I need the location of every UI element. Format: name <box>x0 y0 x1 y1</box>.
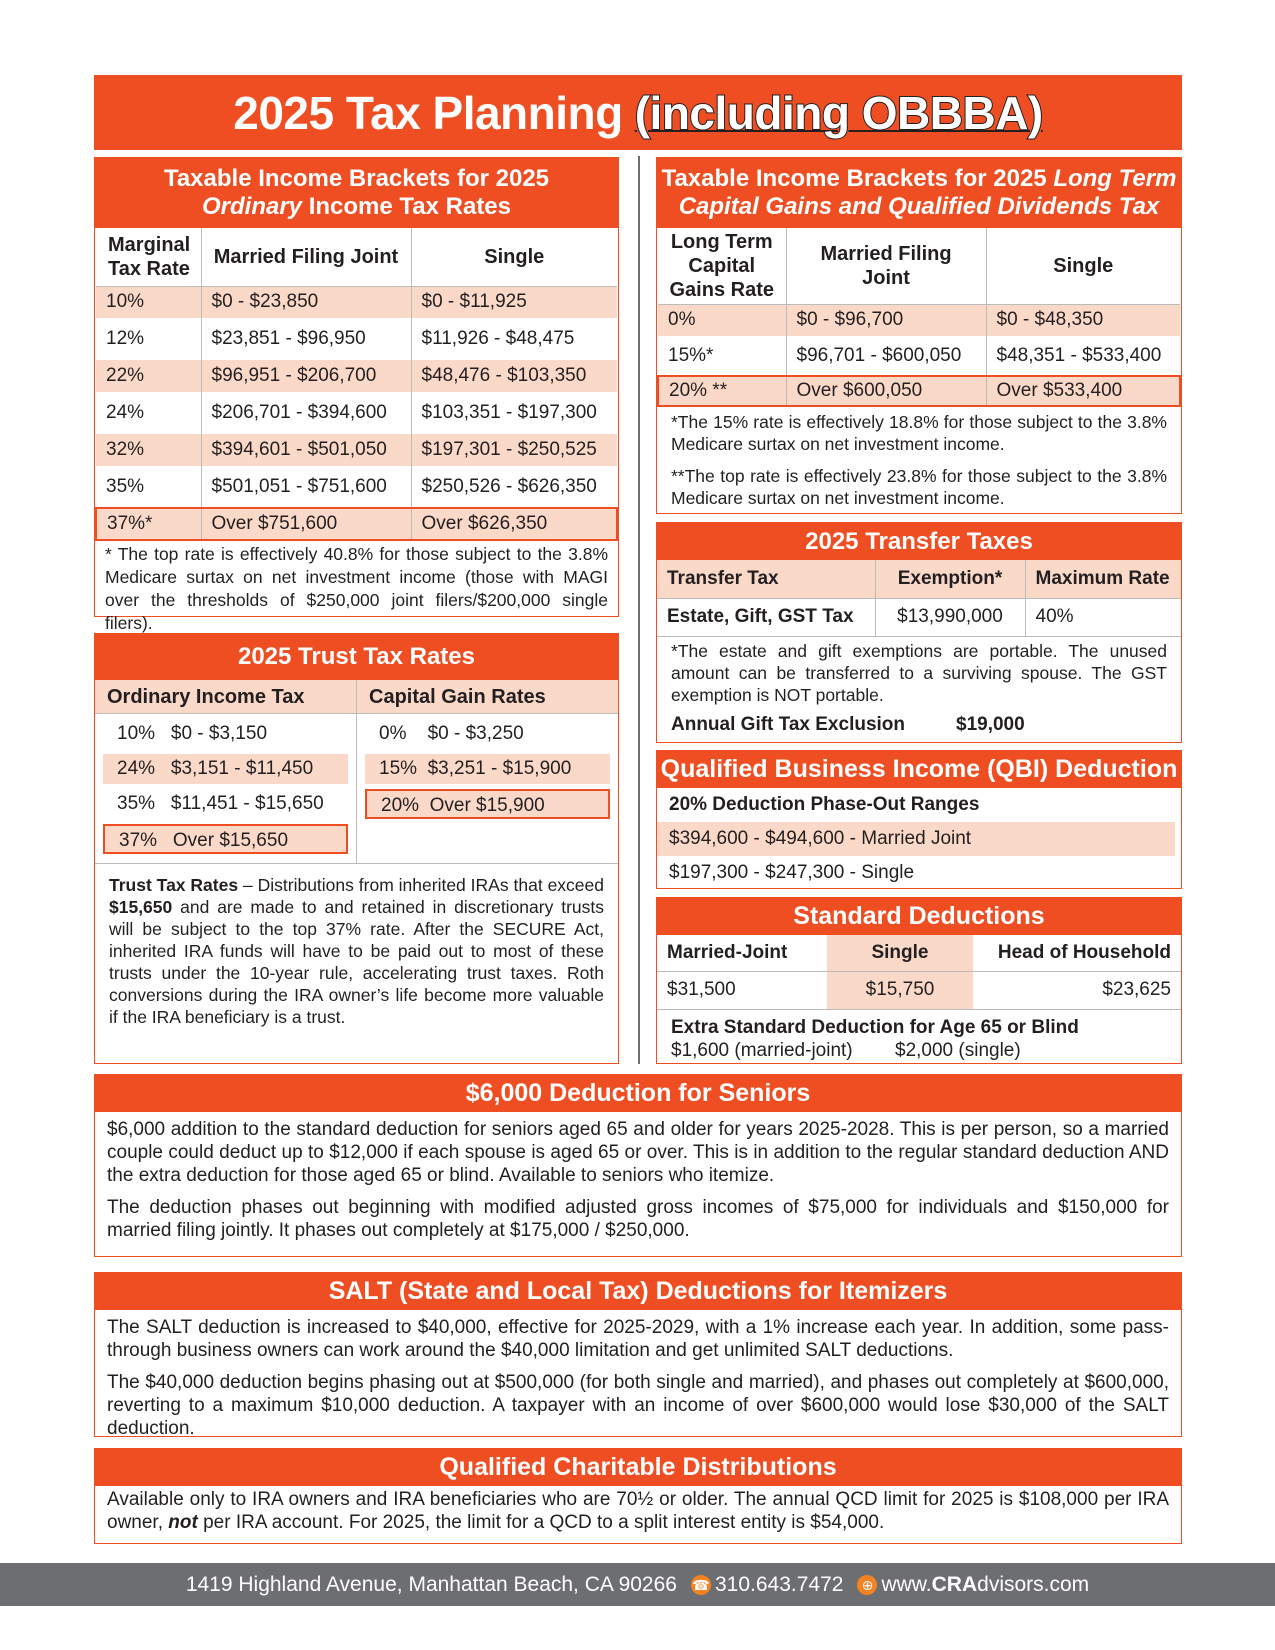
trust-range: $0 - $3,150 <box>170 723 268 744</box>
ordinary-col-joint: Married Filing Joint <box>201 228 411 286</box>
single-cell: Over $626,350 <box>411 508 617 540</box>
trust-ordinary-head: Ordinary Income Tax <box>95 680 356 714</box>
trust-note-bold: Trust Tax Rates <box>109 875 239 895</box>
transfer-col-exemption: Exemption* <box>875 560 1025 598</box>
phone-icon: ☎ <box>692 1576 710 1593</box>
rate-cell: 0% <box>658 304 786 336</box>
joint-cell: Over $751,600 <box>201 508 411 540</box>
qcd-text-a: Available only to IRA owners and IRA beneficiaries who are 70½ or older. The annual QCD limit for 2025 is $108,000 per IRA owner, <box>107 1489 1169 1533</box>
ltcg-note1: *The 15% rate is effectively 18.8% for those subject to the 3.8% Medicare surtax on net investment income. <box>671 412 1167 454</box>
trust-ordinary-col <box>95 680 357 863</box>
qbi-row-single: $197,300 - $247,300 - Single <box>669 862 915 883</box>
web-bold: CRA <box>931 1572 978 1596</box>
ordinary-col-single: Single <box>411 228 617 286</box>
rate-cell: 37%* <box>96 508 201 540</box>
seniors-panel <box>94 1074 1182 1257</box>
ltcg-row <box>658 304 1180 336</box>
page-title <box>94 75 1182 150</box>
trust-range: $3,151 - $11,450 <box>170 758 314 779</box>
ltcg-header-row <box>658 228 1180 304</box>
trust-ordinary-row-top <box>103 824 348 854</box>
joint-cell: $96,951 - $206,700 <box>201 360 411 392</box>
transfer-col-max-rate: Maximum Rate <box>1025 560 1181 598</box>
ordinary-heading <box>95 158 618 228</box>
ordinary-row <box>96 318 617 360</box>
trust-note-a: – Distributions from inherited IRAs that exceed <box>238 875 604 895</box>
title-sub: (including OBBBA) <box>634 86 1043 139</box>
transfer-heading: 2025 Transfer Taxes <box>657 523 1181 560</box>
transfer-panel <box>656 522 1182 743</box>
footer <box>0 1563 1275 1606</box>
rate-cell: 32% <box>96 434 201 466</box>
seniors-para1: $6,000 addition to the standard deduction for seniors aged 65 and older for years 2025-2028. This is per person, so a married couple could deduct up to $12,000 if each spouse is aged 65 or over. This is in addition to the regular standard deduction AND the extra deduction for those aged 65 or blind. Available to seniors who itemize. <box>107 1119 1169 1186</box>
ltcg-panel <box>656 157 1182 514</box>
ordinary-col-rate: Marginal Tax Rate <box>96 228 201 286</box>
title-main: 2025 Tax Planning <box>233 86 623 139</box>
ltcg-col-single: Single <box>986 228 1180 304</box>
transfer-col-tax: Transfer Tax <box>657 560 875 598</box>
standard-header-row <box>657 935 1181 971</box>
seniors-body <box>95 1112 1181 1248</box>
trust-range: $3,251 - $15,900 <box>427 758 572 779</box>
single-cell: $250,526 - $626,350 <box>421 475 597 497</box>
transfer-row <box>657 598 1181 636</box>
ltcg-row-top <box>658 376 1180 406</box>
seniors-heading: $6,000 Deduction for Seniors <box>95 1075 1181 1112</box>
globe-icon: ⊕ <box>857 1575 877 1595</box>
trust-rate: 24% <box>117 758 156 779</box>
salt-para2: The $40,000 deduction begins phasing out at $500,000 (for both single and married), and phases out completely at $600,000, reverting to a maximum $10,000 deduction. A taxpayer with an income of over $600,000 would lose $30,000 of the SALT deduction. <box>107 1372 1169 1439</box>
trust-rate: 0% <box>379 723 407 744</box>
web-suffix: dvisors.com <box>977 1572 1090 1596</box>
transfer-cell-exemption: $13,990,000 <box>875 598 1025 636</box>
trust-ordinary-row <box>103 789 348 819</box>
ordinary-row <box>96 392 617 434</box>
rate-cell: 35% <box>96 466 201 508</box>
ordinary-note: * The top rate is effectively 40.8% for those subject to the 3.8% Medicare surtax on net investment income (those with MAGI over the thresholds of $250,000 joint filers/$200,000 single filers). <box>105 544 608 633</box>
trust-range: Over $15,900 <box>429 795 545 816</box>
qcd-panel <box>94 1448 1182 1544</box>
ordinary-heading-em: Ordinary <box>202 193 303 220</box>
ltcg-heading-em1: Long Term <box>1053 165 1177 192</box>
ordinary-brackets-panel <box>94 157 619 633</box>
qcd-body <box>95 1486 1181 1540</box>
trust-columns <box>95 680 618 864</box>
single-cell: $197,301 - $250,525 <box>411 434 617 466</box>
footer-address: 1419 Highland Avenue, Manhattan Beach, CA 90266 <box>185 1572 677 1596</box>
ltcg-table <box>657 228 1181 407</box>
rate-cell: 15%* <box>658 336 786 376</box>
standard-col-hoh: Head of Household <box>997 941 1171 963</box>
standard-val-joint: $31,500 <box>667 979 736 1000</box>
footer-website[interactable] <box>881 1573 1089 1597</box>
ordinary-row <box>96 286 617 318</box>
transfer-cell-rate: 40% <box>1035 606 1074 627</box>
trust-rate: 37% <box>119 830 158 851</box>
ordinary-header-row <box>96 228 617 286</box>
salt-panel <box>94 1272 1182 1437</box>
transfer-table <box>657 560 1181 637</box>
ordinary-heading-line2 <box>95 193 618 221</box>
trust-ordinary-row <box>103 719 348 749</box>
trust-rate: 15% <box>379 758 418 779</box>
trust-range: $0 - $3,250 <box>427 723 524 744</box>
gift-exclusion-label: Annual Gift Tax Exclusion <box>671 713 906 735</box>
standard-col-joint: Married-Joint <box>667 941 788 963</box>
qbi-heading: Qualified Business Income (QBI) Deduction <box>657 751 1181 788</box>
single-cell: $48,476 - $103,350 <box>411 360 617 392</box>
ordinary-heading-line1: Taxable Income Brackets for 2025 <box>163 165 550 192</box>
web-prefix: www. <box>881 1572 932 1596</box>
trust-capital-head: Capital Gain Rates <box>357 680 618 714</box>
ltcg-col-rate: Long Term Capital Gains Rate <box>658 228 786 304</box>
trust-note-bold2: $15,650 <box>109 897 173 917</box>
single-cell: $0 - $11,925 <box>411 286 617 318</box>
extra-deduction-values <box>671 1039 1167 1062</box>
trust-note-b: and are made to and retained in discretionary trusts will be subject to the top 37% rate. After the SECURE Act, inherited IRA funds will have to be paid out to most of these trusts under the 10-year rule, accelerating trust taxes. Roth conversions during the IRA owner’s life become more valuable if the IRA beneficiary is a trust. <box>109 897 604 1027</box>
extra-deduction-head: Extra Standard Deduction for Age 65 or Blind <box>671 1016 1079 1038</box>
trust-range: $11,451 - $15,650 <box>170 793 324 814</box>
standard-val-hoh: $23,625 <box>1102 979 1171 1000</box>
ordinary-row <box>96 434 617 466</box>
transfer-cell-type: Estate, Gift, GST Tax <box>657 598 875 636</box>
single-cell: $103,351 - $197,300 <box>421 402 597 423</box>
rate-cell: 12% <box>96 318 201 360</box>
joint-cell: $96,701 - $600,050 <box>786 336 986 376</box>
joint-cell: $0 - $23,850 <box>201 286 411 318</box>
qbi-row-joint: $394,600 - $494,600 - Married Joint <box>657 822 1175 856</box>
joint-cell: Over $600,050 <box>786 376 986 406</box>
ordinary-row <box>96 360 617 392</box>
ltcg-row <box>658 336 1180 376</box>
joint-cell: $501,051 - $751,600 <box>201 466 411 508</box>
ordinary-heading-rest: Income Tax Rates <box>302 193 511 220</box>
trust-capital-row <box>365 719 610 749</box>
standard-heading: Standard Deductions <box>657 898 1181 935</box>
single-cell: $48,351 - $533,400 <box>996 344 1162 366</box>
trust-range: Over $15,650 <box>172 830 289 851</box>
trust-capital-col <box>357 680 618 863</box>
salt-para1: The SALT deduction is increased to $40,000, effective for 2025-2029, with a 1% increase each year. In addition, some pass-through business owners can work around the $40,000 limitation and get unlimited SALT deductions. <box>107 1317 1169 1361</box>
trust-ordinary-row <box>103 754 348 784</box>
trust-capital-row <box>365 754 610 784</box>
ltcg-note2: **The top rate is effectively 23.8% for those subject to the 3.8% Medicare surtax on net investment income. <box>671 466 1167 508</box>
qcd-text-b: per IRA account. For 2025, the limit for a QCD to a split interest entity is $54,000. <box>197 1512 885 1533</box>
trust-capital-row-top <box>365 789 610 819</box>
ordinary-brackets-table <box>95 228 618 541</box>
trust-panel <box>94 633 619 1064</box>
seniors-para2: The deduction phases out beginning with modified adjusted gross incomes of $75,000 for individuals and $150,000 for married filing jointly. It phases out completely at $175,000 / $250,000. <box>107 1197 1169 1241</box>
rate-cell: 20% ** <box>658 376 786 406</box>
standard-panel <box>656 897 1182 1064</box>
trust-rate: 10% <box>117 723 156 744</box>
trust-heading: 2025 Trust Tax Rates <box>95 634 618 680</box>
ltcg-heading-em2: Capital Gains and Qualified Dividends Tax <box>678 193 1160 220</box>
gift-exclusion-value: $19,000 <box>956 713 1025 735</box>
gift-exclusion-row <box>657 708 1181 736</box>
column-divider <box>638 156 640 1064</box>
rate-cell: 10% <box>96 286 201 318</box>
ltcg-heading-line2 <box>657 193 1181 221</box>
transfer-note: *The estate and gift exemptions are portable. The unused amount can be transferred to a surviving spouse. The GST exemption is NOT portable. <box>671 640 1167 705</box>
standard-value-row <box>657 971 1181 1009</box>
standard-val-single: $15,750 <box>827 971 973 1009</box>
joint-cell: $23,851 - $96,950 <box>201 318 411 360</box>
extra-deduction-single: $2,000 (single) <box>895 1039 1021 1061</box>
trust-note <box>95 864 618 1030</box>
ordinary-row <box>96 466 617 508</box>
qbi-panel <box>656 750 1182 889</box>
joint-cell: $206,701 - $394,600 <box>201 392 411 434</box>
joint-cell: $394,601 - $501,050 <box>201 434 411 466</box>
ltcg-heading-text: Taxable Income Brackets for 2025 <box>661 165 1047 192</box>
salt-body <box>95 1310 1181 1446</box>
trust-rate: 35% <box>117 793 156 814</box>
joint-cell: $0 - $96,700 <box>786 304 986 336</box>
extra-deduction-joint: $1,600 (married-joint) <box>671 1039 853 1061</box>
qcd-heading: Qualified Charitable Distributions <box>95 1449 1181 1486</box>
ordinary-row-top <box>96 508 617 540</box>
qcd-text-em: not <box>168 1512 198 1533</box>
single-cell: $0 - $48,350 <box>986 304 1180 336</box>
transfer-header-row <box>657 560 1181 598</box>
qbi-subheading: 20% Deduction Phase-Out Ranges <box>669 794 980 815</box>
standard-col-single: Single <box>827 935 973 971</box>
single-cell: Over $533,400 <box>986 376 1180 406</box>
rate-cell: 24% <box>96 392 201 434</box>
ltcg-heading <box>657 158 1181 228</box>
trust-rate: 20% <box>381 795 420 816</box>
salt-heading: SALT (State and Local Tax) Deductions for Itemizers <box>95 1273 1181 1310</box>
single-cell: $11,926 - $48,475 <box>421 328 575 349</box>
standard-table <box>657 935 1181 1010</box>
ltcg-col-joint: Married Filing Joint <box>786 228 986 304</box>
extra-deduction <box>657 1010 1181 1062</box>
ltcg-heading-line1 <box>657 165 1181 193</box>
footer-phone[interactable]: 310.643.7472 <box>714 1572 844 1596</box>
rate-cell: 22% <box>96 360 201 392</box>
